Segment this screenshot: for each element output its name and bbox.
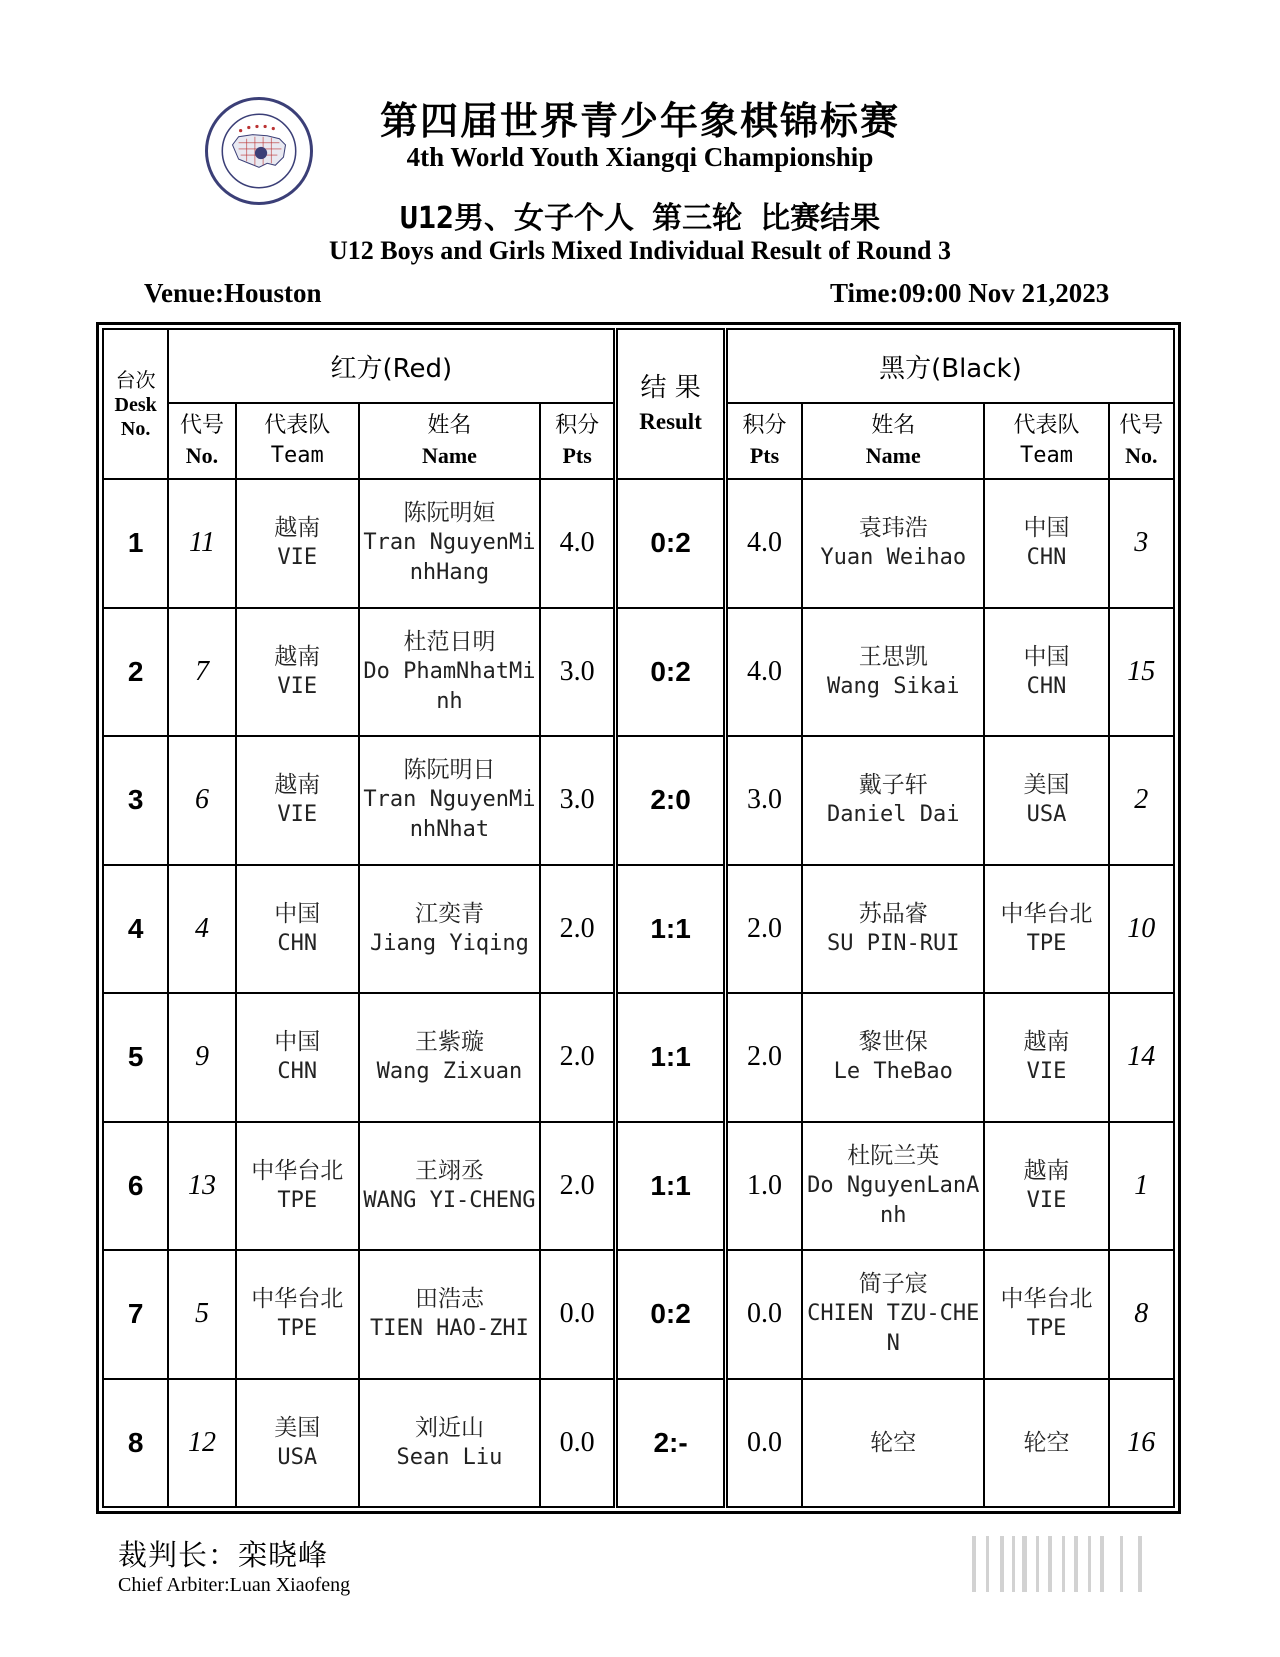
red-team-en: CHN: [277, 930, 318, 956]
header-red-no-cn: 代号: [179, 413, 224, 438]
red-points: 2.0: [540, 993, 616, 1122]
result-score: 1:1: [616, 993, 726, 1122]
result-score: 0:2: [616, 1250, 726, 1379]
chief-arbiter-en: Chief Arbiter:Luan Xiaofeng: [118, 1574, 351, 1596]
red-player-no: 5: [168, 1250, 235, 1379]
black-player-no: 10: [1109, 865, 1174, 994]
time-label: Time:09:00 Nov 21,2023: [830, 278, 1110, 308]
red-team-en: VIE: [277, 673, 318, 699]
black-name-cn: 简子宸: [858, 1271, 928, 1298]
red-name-en: Tran NguyenMinhNhat: [363, 787, 536, 843]
header-black-team-en: Team: [1019, 443, 1073, 468]
header-red-no: [168, 403, 235, 479]
header-red-team-en: Team: [270, 443, 324, 468]
black-name-cn: 袁玮浩: [858, 515, 928, 542]
black-team: [984, 1122, 1108, 1251]
red-team-en: TPE: [277, 1187, 318, 1213]
header-black-no-en: No.: [1125, 443, 1158, 468]
red-team-cn: 越南: [274, 515, 321, 542]
black-name: [802, 1122, 984, 1251]
header-black-pts-cn: 积分: [742, 413, 787, 438]
red-team-cn: 越南: [274, 772, 321, 799]
subtitle-english: U12 Boys and Girls Mixed Individual Result of Round 3: [329, 236, 951, 265]
black-name: [802, 479, 984, 608]
header-black-name-cn: 姓名: [871, 413, 916, 438]
red-team-cn: 美国: [274, 1414, 321, 1441]
black-team: [984, 736, 1108, 865]
header-red-label: 红方(Red): [330, 353, 453, 384]
table-row: [103, 1250, 1174, 1379]
red-team: [236, 1122, 359, 1251]
desk-number: 3: [103, 736, 168, 865]
header-desk-cn: 台次: [115, 368, 156, 392]
black-team-en: VIE: [1026, 1059, 1067, 1085]
header-red-team: [236, 403, 359, 479]
red-points: 4.0: [540, 479, 616, 608]
black-name-cn: 杜阮兰英: [847, 1142, 940, 1169]
red-points: 3.0: [540, 608, 616, 737]
black-player-no: 3: [1109, 479, 1174, 608]
table-row: [103, 479, 1174, 608]
red-player-no: 9: [168, 993, 235, 1122]
header-black-name-en: Name: [865, 443, 921, 468]
header-desk-en: Desk: [114, 394, 157, 416]
red-name: [359, 1122, 540, 1251]
header-red-name-cn: 姓名: [427, 413, 472, 438]
black-team-en: CHN: [1026, 673, 1067, 699]
black-team: [984, 479, 1108, 608]
red-team: [236, 479, 359, 608]
black-name-en: Yuan Weihao: [820, 545, 967, 571]
header-result-cn: 结 果: [640, 373, 701, 403]
black-team: [984, 1250, 1108, 1379]
black-name-en: Daniel Dai: [827, 802, 960, 828]
header-black-name: [802, 403, 984, 479]
black-team-cn: 美国: [1023, 772, 1070, 799]
red-name: [359, 1379, 540, 1508]
black-team-cn: 中华台北: [1000, 1286, 1093, 1313]
red-team-en: USA: [277, 1444, 318, 1470]
red-name: [359, 479, 540, 608]
black-name: [802, 865, 984, 994]
red-team: [236, 736, 359, 865]
results-table: [102, 328, 1175, 1508]
red-player-no: 7: [168, 608, 235, 737]
header-red-name: [359, 403, 540, 479]
red-name-cn: 王翊丞: [414, 1157, 484, 1184]
black-name: [802, 736, 984, 865]
result-score: 0:2: [616, 608, 726, 737]
black-team-en: TPE: [1026, 930, 1067, 956]
desk-number: 1: [103, 479, 168, 608]
header-black-label: 黑方(Black): [879, 353, 1022, 384]
watermark-barcode-icon: [970, 1536, 1150, 1592]
black-name-cn: 轮空: [870, 1429, 917, 1456]
red-points: 3.0: [540, 736, 616, 865]
red-team: [236, 993, 359, 1122]
black-team-cn: 中华台北: [1000, 900, 1093, 927]
red-player-no: 13: [168, 1122, 235, 1251]
table-row: [103, 736, 1174, 865]
header-desk: [103, 329, 168, 479]
header-black-no-cn: 代号: [1119, 413, 1164, 438]
header-red-team-cn: 代表队: [264, 413, 331, 438]
red-name: [359, 608, 540, 737]
red-name: [359, 993, 540, 1122]
red-name-en: Wang Zixuan: [376, 1059, 523, 1085]
red-name-cn: 陈阮明姮: [403, 500, 496, 527]
desk-number: 7: [103, 1250, 168, 1379]
venue-label: Venue:Houston: [144, 278, 322, 308]
red-points: 2.0: [540, 1122, 616, 1251]
black-points: 4.0: [725, 608, 802, 737]
black-name: [802, 608, 984, 737]
desk-number: 6: [103, 1122, 168, 1251]
red-name-cn: 杜范日明: [403, 628, 496, 655]
black-team: [984, 865, 1108, 994]
red-team-en: VIE: [277, 545, 318, 571]
red-name-cn: 王紫璇: [414, 1029, 484, 1056]
header-red-group: [168, 329, 616, 403]
red-team-en: VIE: [277, 802, 318, 828]
header-desk-no: No.: [120, 418, 151, 440]
red-name-cn: 江奕青: [414, 900, 484, 927]
header-black-group: [725, 329, 1174, 403]
black-team-cn: 轮空: [1023, 1429, 1070, 1456]
table-row: [103, 608, 1174, 737]
table-row: [103, 1122, 1174, 1251]
black-name-cn: 王思凯: [858, 643, 928, 670]
result-score: 2:0: [616, 736, 726, 865]
black-name-en: Do NguyenLanAnh: [807, 1172, 980, 1228]
black-team: [984, 993, 1108, 1122]
red-player-no: 4: [168, 865, 235, 994]
red-team-cn: 中华台北: [251, 1157, 344, 1184]
black-name-cn: 苏品睿: [858, 900, 928, 927]
black-team-en: USA: [1026, 802, 1067, 828]
black-team-en: TPE: [1026, 1316, 1067, 1342]
black-name-cn: 黎世保: [858, 1029, 928, 1056]
header-black-pts-en: Pts: [749, 443, 780, 468]
result-score: 1:1: [616, 1122, 726, 1251]
black-name-en: Le TheBao: [833, 1059, 953, 1085]
black-points: 0.0: [725, 1379, 802, 1508]
header-red-pts: [540, 403, 616, 479]
desk-number: 8: [103, 1379, 168, 1508]
header-result-en: Result: [639, 409, 702, 434]
header-black-no: [1109, 403, 1174, 479]
red-points: 2.0: [540, 865, 616, 994]
red-team: [236, 1379, 359, 1508]
table-row: [103, 993, 1174, 1122]
red-name-en: Jiang Yiqing: [369, 930, 529, 956]
red-name: [359, 736, 540, 865]
black-name: [802, 993, 984, 1122]
red-team-cn: 中国: [274, 1029, 321, 1056]
black-name-en: CHIEN TZU-CHEN: [807, 1301, 980, 1357]
red-name-cn: 田浩志: [414, 1286, 484, 1313]
red-name-en: WANG YI-CHENG: [363, 1187, 536, 1213]
red-points: 0.0: [540, 1250, 616, 1379]
red-team: [236, 865, 359, 994]
red-points: 0.0: [540, 1379, 616, 1508]
header-black-team-cn: 代表队: [1013, 413, 1080, 438]
header-black-team: [984, 403, 1108, 479]
table-row: [103, 865, 1174, 994]
red-player-no: 6: [168, 736, 235, 865]
black-team-cn: 中国: [1023, 515, 1070, 542]
result-score: 0:2: [616, 479, 726, 608]
black-player-no: 16: [1109, 1379, 1174, 1508]
black-name-en: SU PIN-RUI: [827, 930, 960, 956]
red-name-en: Tran NguyenMinhHang: [363, 530, 536, 586]
results-table-frame: [96, 322, 1181, 1514]
black-team: [984, 608, 1108, 737]
red-name: [359, 1250, 540, 1379]
red-team-en: TPE: [277, 1316, 318, 1342]
black-name-cn: 戴子轩: [858, 772, 928, 799]
black-team-en: VIE: [1026, 1187, 1067, 1213]
red-team-cn: 中华台北: [251, 1286, 344, 1313]
table-row: [103, 1379, 1174, 1508]
title-chinese: 第四届世界青少年象棋锦标赛: [379, 99, 900, 143]
black-player-no: 8: [1109, 1250, 1174, 1379]
red-name-en: Sean Liu: [396, 1444, 503, 1470]
black-team-en: CHN: [1026, 545, 1067, 571]
red-name-cn: 陈阮明日: [403, 757, 496, 784]
header-red-pts-en: Pts: [562, 443, 592, 468]
black-player-no: 2: [1109, 736, 1174, 865]
black-player-no: 15: [1109, 608, 1174, 737]
black-name: [802, 1379, 984, 1508]
header-red-pts-cn: 积分: [555, 413, 600, 438]
red-name-en: Do PhamNhatMinh: [363, 658, 536, 714]
red-team-cn: 中国: [274, 900, 321, 927]
black-points: 2.0: [725, 865, 802, 994]
black-team: [984, 1379, 1108, 1508]
header-red-name-en: Name: [421, 443, 477, 468]
black-player-no: 1: [1109, 1122, 1174, 1251]
black-points: 0.0: [725, 1250, 802, 1379]
black-team-cn: 越南: [1023, 1157, 1070, 1184]
red-team-en: CHN: [277, 1059, 318, 1085]
black-name-en: Wang Sikai: [827, 673, 960, 699]
black-team-cn: 越南: [1023, 1029, 1070, 1056]
black-points: 3.0: [725, 736, 802, 865]
header-red-no-en: No.: [185, 443, 219, 468]
red-player-no: 11: [168, 479, 235, 608]
black-points: 1.0: [725, 1122, 802, 1251]
red-team: [236, 608, 359, 737]
desk-number: 5: [103, 993, 168, 1122]
red-player-no: 12: [168, 1379, 235, 1508]
black-points: 4.0: [725, 479, 802, 608]
black-name: [802, 1250, 984, 1379]
desk-number: 2: [103, 608, 168, 737]
chief-arbiter-cn: 裁判长：栾晓峰: [118, 1538, 329, 1572]
header-result: [616, 329, 726, 479]
red-name: [359, 865, 540, 994]
red-team: [236, 1250, 359, 1379]
red-name-en: TIEN HAO-ZHI: [369, 1316, 529, 1342]
black-team-cn: 中国: [1023, 643, 1070, 670]
title-english: 4th World Youth Xiangqi Championship: [406, 142, 874, 172]
red-team-cn: 越南: [274, 643, 321, 670]
result-score: 2:-: [616, 1379, 726, 1508]
result-score: 1:1: [616, 865, 726, 994]
black-player-no: 14: [1109, 993, 1174, 1122]
desk-number: 4: [103, 865, 168, 994]
header-black-pts: [725, 403, 802, 479]
black-points: 2.0: [725, 993, 802, 1122]
subtitle-chinese: U12男、女子个人 第三轮 比赛结果: [399, 201, 881, 236]
red-name-cn: 刘近山: [414, 1414, 484, 1441]
